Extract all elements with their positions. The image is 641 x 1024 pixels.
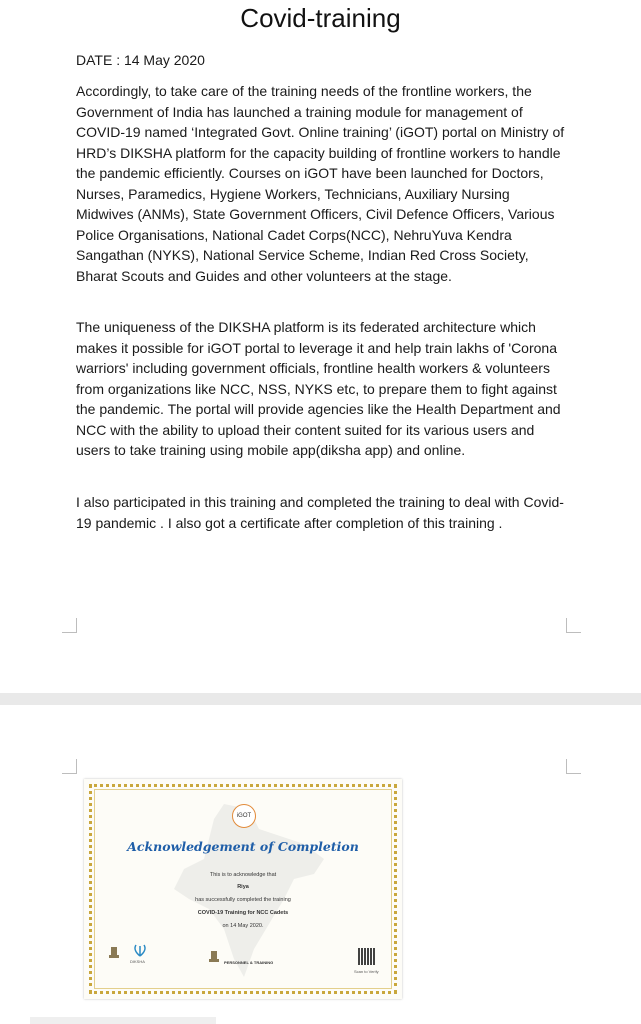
- igot-logo: iGOT: [232, 804, 256, 828]
- scan-to-verify-label: Scan to Verify: [354, 969, 379, 974]
- qr-code: [358, 948, 375, 965]
- document-title: Covid-training: [240, 3, 401, 33]
- date-line: DATE : 14 May 2020: [76, 52, 205, 68]
- page-corner-mark-right: [566, 759, 581, 774]
- certificate-line-acknowledge: This is to acknowledge that: [209, 872, 277, 878]
- certificate-date: on 14 May 2020.: [222, 923, 264, 929]
- dopt-emblem-icon: [208, 949, 220, 965]
- ashoka-emblem-icon: [108, 945, 120, 961]
- page-separator: [0, 693, 641, 705]
- page-corner-mark-left: [62, 618, 77, 633]
- certificate-heading: Acknowledgement of Completion: [127, 839, 359, 854]
- paragraph-1: Accordingly, to take care of the training needs of the frontline workers, the Government of India has launched a training module for management of COVID-19 named ‘Integrated Govt. Online training’ (iGOT) portal on Ministry of HRD’s DIKSHA platform for the capacity building of frontline workers to handle the pandemic efficiently. Courses on iGOT have been launched for Doctors, Nurses, Paramedics, Hygiene Workers, Technicians, Auxiliary Nursing Midwives (ANMs), State Government Officers, Civil Defence Officers, Various Police Organisations, National Cadet Corps(NCC), NehruYuva Kendra Sangathan (NYKS), National Service Scheme, Indian Red Cross Society, Bharat Scouts and Guides and other volunteers at the stage.: [76, 83, 565, 284]
- paragraph-3: I also participated in this training and completed the training to deal with Covid-19 pandemic . I also got a certificate after completion of this training .: [76, 494, 564, 531]
- bottom-scroll-indicator: [30, 1017, 216, 1024]
- page-corner-mark-right: [566, 618, 581, 633]
- certificate-image: [84, 779, 402, 999]
- diksha-label: DIKSHA: [130, 959, 145, 964]
- diksha-logo-icon: [132, 943, 148, 957]
- certificate-line-completed: has successfully completed the training: [195, 897, 291, 903]
- certificate-course-name: COVID-19 Training for NCC Cadets: [197, 910, 289, 916]
- paragraph-2: The uniqueness of the DIKSHA platform is its federated architecture which makes it possible for iGOT portal to leverage it and help train lakhs of 'Corona warriors' including government officials, frontline health workers & volunteers from organizations like NCC, NSS, NYKS etc, to prepare them to fight against the pandemic. The portal will provide agencies like the Health Department and NCC with the ability to upload their content suited for its various users and users to take training using mobile app(diksha app) and online.: [76, 319, 561, 458]
- dept-personnel-training-label: PERSONNEL & TRAINING: [224, 960, 274, 965]
- document-page-2: [0, 705, 641, 1024]
- certificate-recipient-name: Riya: [237, 884, 249, 890]
- page-corner-mark-left: [62, 759, 77, 774]
